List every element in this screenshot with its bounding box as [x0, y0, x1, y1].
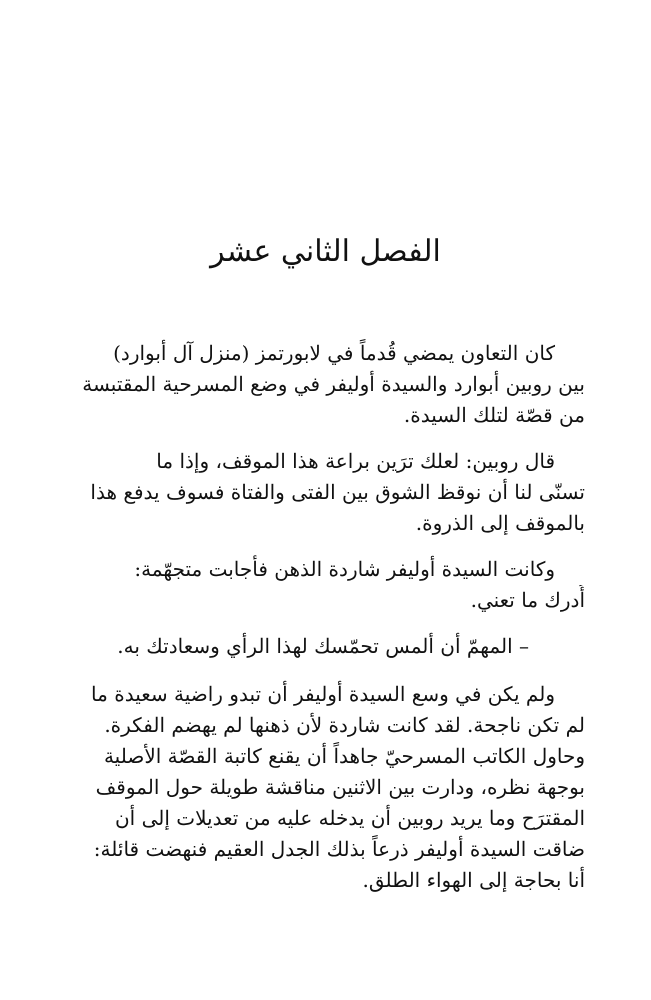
text-line: بين روبين أبوارد والسيدة أوليفر في وضع المسرحية المقتبسة [82, 372, 585, 396]
paragraph [66, 679, 585, 896]
text-line: قال روبين: لعلك ترَين براعة هذا الموقف، وإذا ما [156, 449, 555, 473]
text-line: المقترَح وما يريد روبين أن يدخله عليه من تعديلات إلى أن [114, 806, 585, 830]
chapter-title: الفصل الثاني عشر [210, 234, 441, 269]
text-line: – المهمّ أن ألمس تحمّسك لهذا الرأي وسعادتك به. [117, 634, 529, 658]
text-line: بالموقف إلى الذروة. [415, 511, 585, 535]
text-line: وكانت السيدة أوليفر شاردة الذهن فأجابت متجهّمة: [134, 557, 555, 581]
text-line: أنا بحاجة إلى الهواء الطلق. [362, 868, 585, 892]
text-line: أُدرك ما تعني. [470, 588, 585, 612]
dialogue-paragraph [66, 631, 585, 662]
paragraph [66, 338, 585, 431]
text-line: وحاول الكاتب المسرحيّ جاهداً أن يقنع كاتبة القصّة الأصلية [103, 744, 585, 768]
text-line: تسنّى لنا أن نوقظ الشوق بين الفتى والفتاة فسوف يدفع هذا [90, 480, 585, 504]
text-line: ضاقت السيدة أوليفر ذرعاً بذلك الجدل العقيم فنهضت قائلة: [93, 837, 585, 861]
chapter-body [66, 338, 585, 911]
text-line: بوجهة نظره، ودارت بين الاثنين مناقشة طويلة حول الموقف [95, 775, 585, 799]
text-line: ولم يكن في وسع السيدة أوليفر أن تبدو راضية سعيدة ما [91, 682, 555, 706]
paragraph [66, 446, 585, 539]
text-line: لم تكن ناجحة. لقد كانت شاردة لأن ذهنها لم يهضم الفكرة. [104, 713, 585, 737]
text-line: من قصّة لتلك السيدة. [403, 403, 585, 427]
text-line: كان التعاون يمضي قُدماً في لابورتمز (منزل آل أبوارد) [113, 341, 555, 365]
paragraph [66, 554, 585, 616]
